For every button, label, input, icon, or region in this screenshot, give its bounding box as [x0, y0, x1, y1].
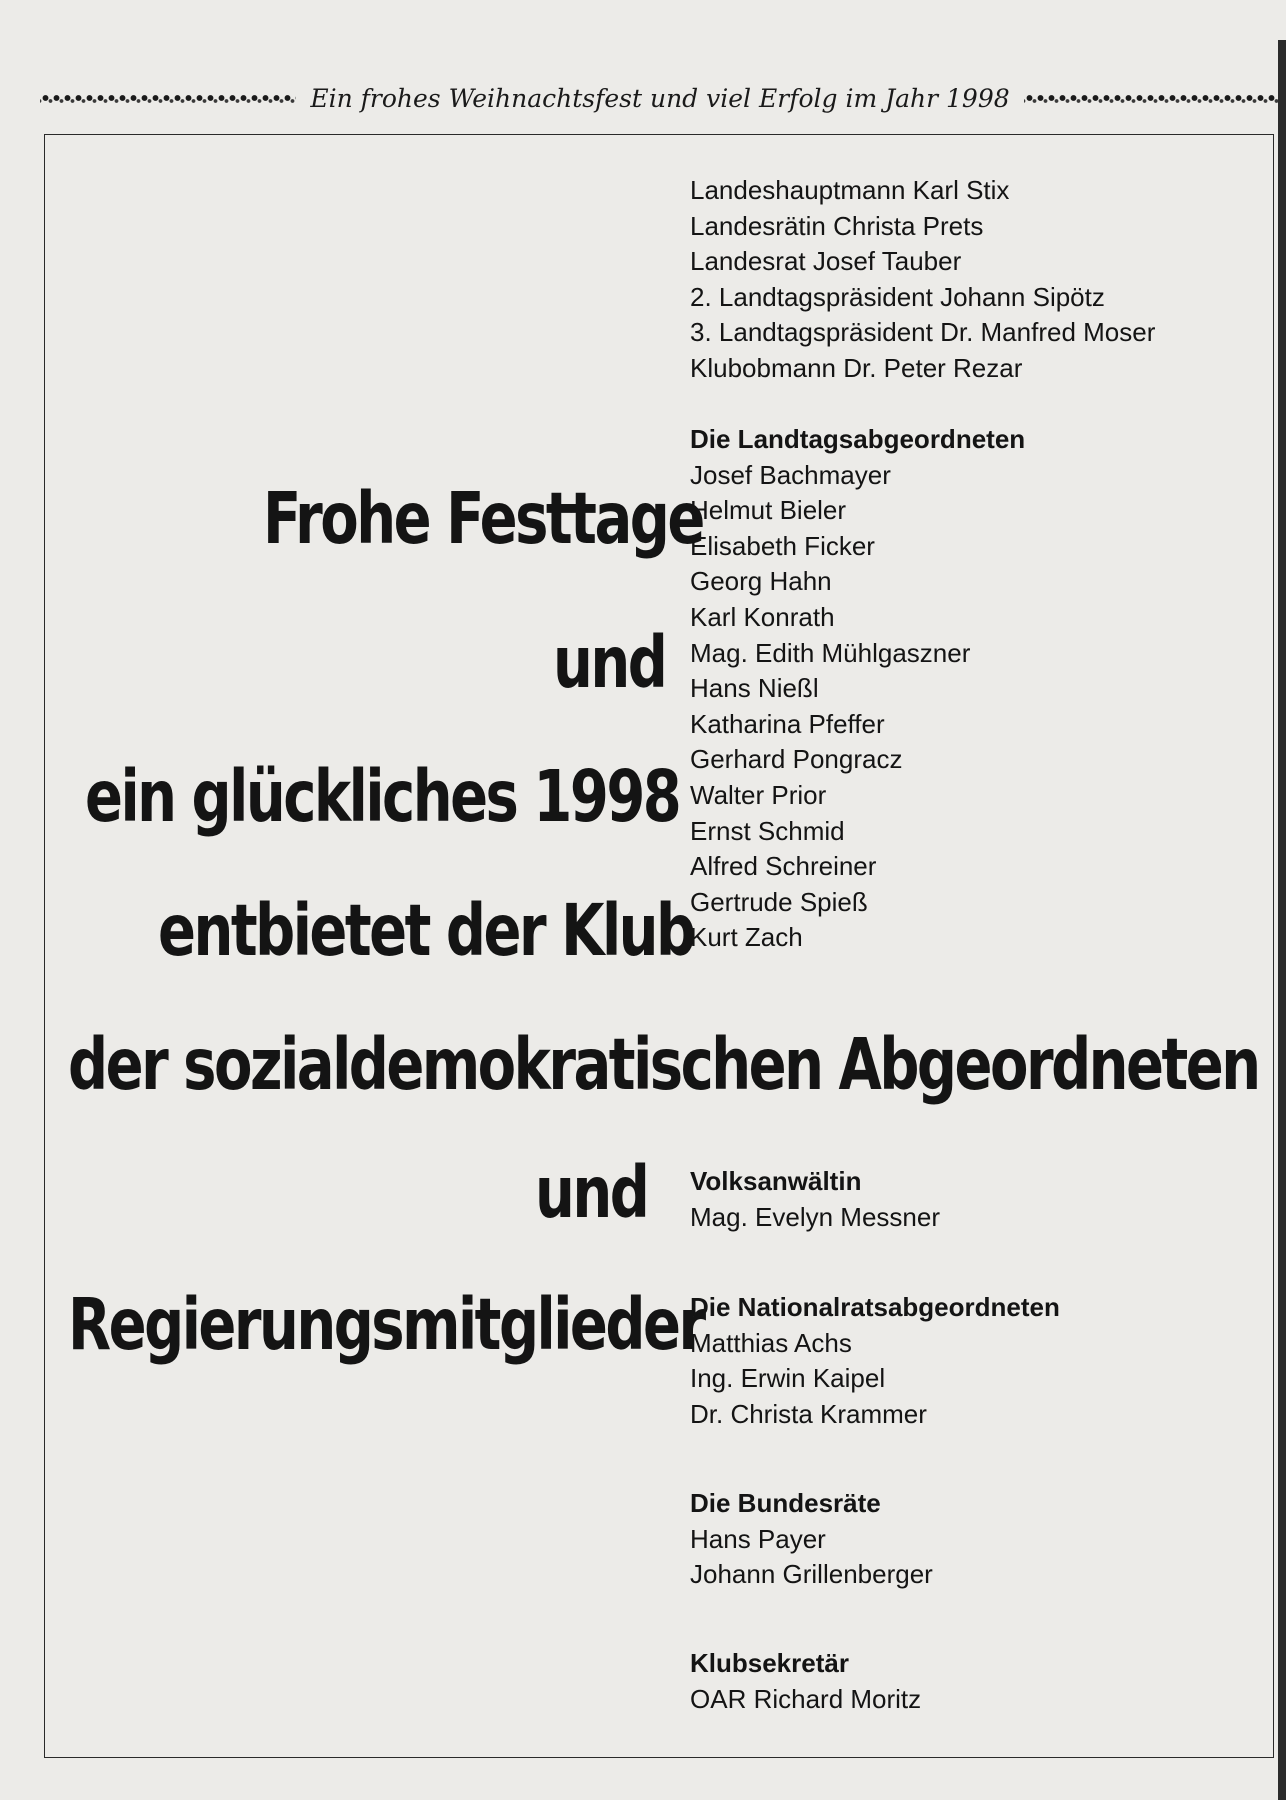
greeting-line-2: und	[553, 621, 666, 705]
greeting-line-3: ein glückliches 1998	[85, 755, 680, 839]
list-item: Ing. Erwin Kaipel	[690, 1363, 886, 1394]
page-header	[40, 78, 1280, 118]
greeting-line-4: entbietet der Klub	[158, 889, 694, 973]
list-item: 3. Landtagspräsident Dr. Manfred Moser	[690, 317, 1156, 348]
greeting-line-7: Regierungsmitglieder	[68, 1283, 704, 1367]
list-item: Dr. Christa Krammer	[690, 1398, 927, 1429]
list-item: Klubobmann Dr. Peter Rezar	[690, 352, 1023, 383]
bundesrat-list	[690, 1486, 933, 1593]
list-item: Johann Grillenberger	[690, 1559, 933, 1590]
landtag-list	[690, 422, 1025, 956]
greeting-line-5: der sozialdemokratischen Abgeordneten	[68, 1023, 1259, 1107]
list-item: Mag. Evelyn Messner	[690, 1201, 940, 1232]
list-item: OAR Richard Moritz	[690, 1683, 922, 1714]
list-item: Alfred Schreiner	[690, 851, 877, 882]
section-heading: Die Landtagsabgeordneten	[690, 424, 1026, 454]
greeting-line-1: Frohe Festtage	[263, 477, 703, 561]
list-item: Landesrat Josef Tauber	[690, 246, 962, 277]
list-item: Katharina Pfeffer	[690, 708, 885, 739]
government-list	[690, 173, 1155, 387]
list-item: Walter Prior	[690, 779, 827, 810]
list-item: Ernst Schmid	[690, 815, 845, 846]
list-item: Georg Hahn	[690, 566, 832, 597]
list-item: Gertrude Spieß	[690, 886, 868, 917]
greeting-line-6: und	[535, 1151, 648, 1235]
page-edge	[1278, 40, 1286, 1800]
ornament-left-icon	[40, 92, 296, 104]
list-item: Landeshauptmann Karl Stix	[690, 175, 1010, 205]
list-item: Elisabeth Ficker	[690, 530, 875, 561]
list-item: Mag. Edith Mühlgaszner	[690, 637, 971, 668]
list-item: Hans Payer	[690, 1523, 826, 1554]
section-heading: Klubsekretär	[690, 1648, 849, 1678]
list-item: Kurt Zach	[690, 922, 803, 953]
list-item: Matthias Achs	[690, 1327, 852, 1358]
list-item: Gerhard Pongracz	[690, 744, 903, 775]
header-title: Ein frohes Weihnachtsfest und viel Erfolg im Jahr 1998	[310, 83, 1010, 113]
section-heading: Die Bundesräte	[690, 1488, 881, 1518]
section-heading: Die Nationalratsabgeordneten	[690, 1292, 1060, 1322]
list-item: Helmut Bieler	[690, 495, 847, 526]
ornament-right-icon	[1024, 92, 1280, 104]
section-heading: Volksanwältin	[690, 1166, 862, 1196]
klubsekretaer-list	[690, 1646, 921, 1717]
volksanwalt-list	[690, 1164, 940, 1235]
list-item: Landesrätin Christa Prets	[690, 210, 984, 241]
list-item: Josef Bachmayer	[690, 459, 891, 490]
list-item: 2. Landtagspräsident Johann Sipötz	[690, 281, 1105, 312]
list-item: Karl Konrath	[690, 601, 835, 632]
list-item: Hans Nießl	[690, 673, 819, 704]
nationalrat-list	[690, 1290, 1060, 1432]
